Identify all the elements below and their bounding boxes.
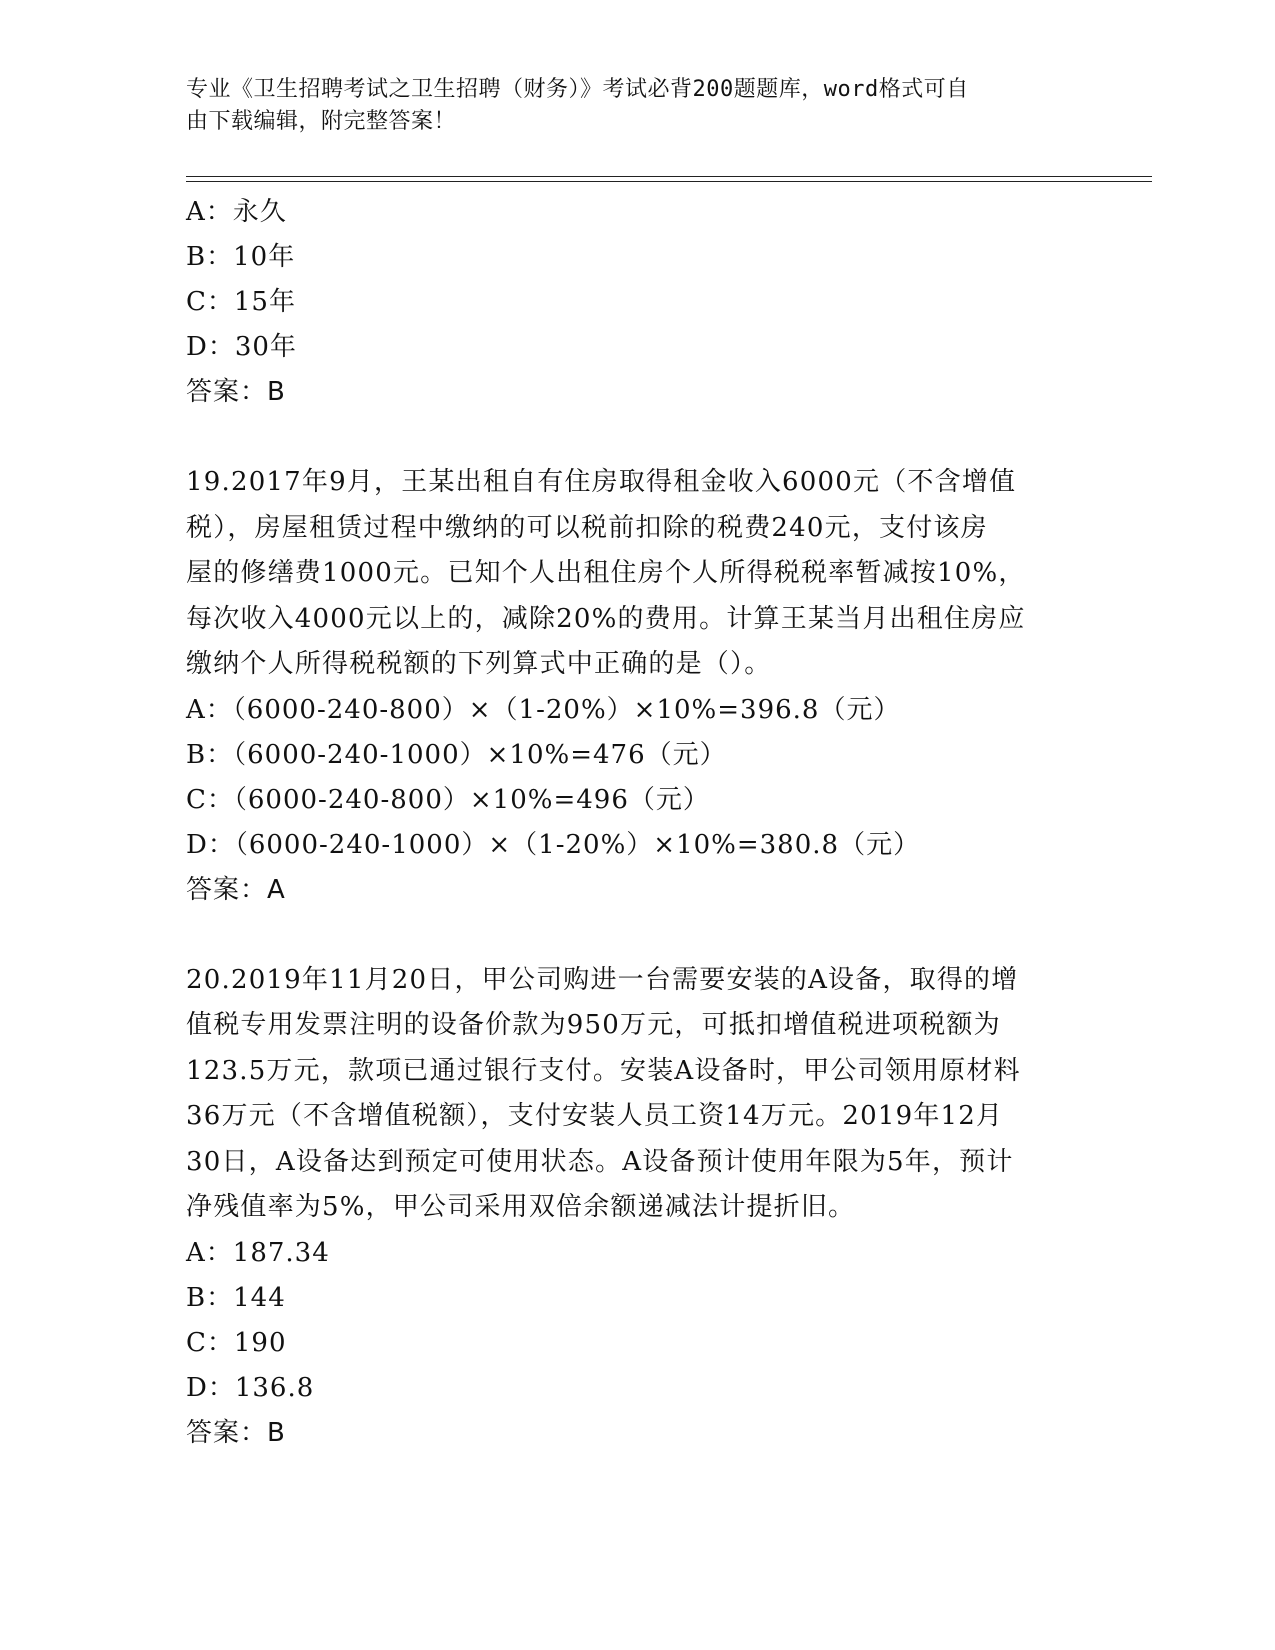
question-19 [186, 460, 1086, 913]
option-b: B：144 [186, 1282, 286, 1313]
option-c: C：190 [186, 1327, 287, 1358]
option-b: B：10年 [186, 242, 296, 272]
header-line-2: 由下载编辑，附完整答案！ [186, 109, 457, 134]
question-18 [186, 190, 1086, 415]
question-text [186, 460, 1086, 688]
option-c: C：15年 [186, 287, 296, 317]
option-a: A：187.34 [186, 1237, 330, 1268]
option-d: D：136.8 [186, 1372, 315, 1403]
spacer [186, 415, 1086, 460]
question-20 [186, 958, 1086, 1456]
option-a: A：（6000-240-800）×（1-20%）×10%=396.8（元） [186, 694, 901, 725]
spacer [186, 913, 1086, 958]
option-a: A：永久 [186, 197, 287, 227]
question-text-line: 123.5万元，款项已通过银行支付。安装A设备时，甲公司领用原材料 [186, 1055, 1021, 1086]
question-text-line: 19.2017年9月，王某出租自有住房取得租金收入6000元（不含增值 [186, 467, 1017, 497]
question-text-line: 税），房屋租赁过程中缴纳的可以税前扣除的税费240元，支付该房 [186, 512, 988, 543]
question-text-line: 屋的修缮费1000元。已知个人出租住房个人所得税税率暂减按10%， [186, 558, 1026, 588]
answer-line: 答案：B [186, 377, 286, 407]
question-text [186, 958, 1086, 1231]
option-b: B：（6000-240-1000）×10%=476（元） [186, 739, 727, 770]
header-divider-bottom [186, 181, 1152, 182]
option-d: D：30年 [186, 332, 297, 362]
option-c: C：（6000-240-800）×10%=496（元） [186, 784, 710, 815]
option-d: D：（6000-240-1000）×（1-20%）×10%=380.8（元） [186, 829, 921, 860]
answer-line: 答案：A [186, 874, 286, 905]
answer-line: 答案：B [186, 1417, 286, 1448]
header-divider-top [186, 176, 1152, 177]
question-text-line: 值税专用发票注明的设备价款为950万元，可抵扣增值税进项税额为 [186, 1010, 1001, 1040]
question-list [186, 190, 1086, 1456]
question-text-line: 20.2019年11月20日，甲公司购进一台需要安装的A设备，取得的增 [186, 964, 1019, 995]
header-line-1: 专业《卫生招聘考试之卫生招聘（财务）》考试必背200题题库，word格式可自 [186, 77, 969, 102]
question-text-line: 净残值率为5%，甲公司采用双倍余额递减法计提折旧。 [186, 1192, 856, 1222]
question-text-line: 缴纳个人所得税税额的下列算式中正确的是（）。 [186, 649, 772, 679]
question-text-line: 36万元（不含增值税额），支付安装人员工资14万元。2019年12月 [186, 1101, 1004, 1131]
question-text-line: 每次收入4000元以上的，减除20%的费用。计算王某当月出租住房应 [186, 603, 1026, 634]
question-text-line: 30日，A设备达到预定可使用状态。A设备预计使用年限为5年，预计 [186, 1146, 1014, 1177]
document-header [186, 74, 1066, 138]
